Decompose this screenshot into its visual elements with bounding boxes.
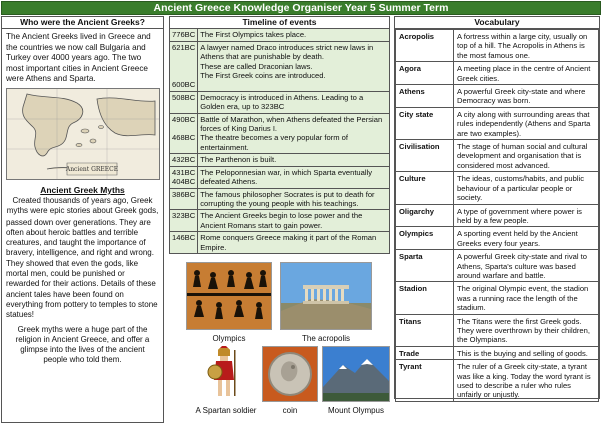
- vocabulary-definition: A type of government where power is held by a few people.: [454, 204, 599, 227]
- olympus-caption: Mount Olympus: [327, 406, 385, 415]
- timeline-year: 386BC: [170, 188, 198, 210]
- timeline-year: 431BC 404BC: [170, 166, 198, 188]
- acropolis-caption: The acropolis: [301, 334, 351, 343]
- vocabulary-row: [396, 85, 599, 108]
- timeline-year: 508BC: [170, 91, 198, 113]
- vocabulary-definition: A sporting event held by the Ancient Greeks every four years.: [454, 227, 599, 250]
- myths-heading: Ancient Greek Myths: [40, 184, 125, 195]
- timeline-event: The Ancient Greeks begin to lose power and the Ancient Romans start to gain power.: [198, 210, 390, 232]
- timeline-event: The First Olympics takes place.: [198, 29, 390, 41]
- vocabulary-definition: The original Olympic event, the stadion was a running race the length of the stadium.: [454, 282, 599, 314]
- vocabulary-row: [396, 140, 599, 172]
- vocabulary-row: [396, 204, 599, 227]
- myths-text-2: Greek myths were a huge part of the religion in Ancient Greece, and offer a glimpse into the lives of the ancient people who told them.: [15, 324, 150, 365]
- vocabulary-row: [396, 107, 599, 139]
- map-label: Ancient GREECE: [65, 165, 119, 173]
- map-illustration: [7, 89, 159, 179]
- vocabulary-term: Tyrant: [396, 360, 454, 402]
- timeline-row: [170, 113, 390, 154]
- timeline-event: A lawyer named Draco introduces strict new laws in Athens that are punishable by death. These are called Draconian laws. The First Greek coins are introduced.: [198, 41, 390, 91]
- timeline-year: 621BC 600BC: [170, 41, 198, 91]
- timeline-year: 323BC: [170, 210, 198, 232]
- vocabulary-definition: A powerful Greek city-state and rival to Athens, Sparta's culture was based around warfare and battle.: [454, 250, 599, 282]
- greece-map: [6, 88, 160, 180]
- vocabulary-row: [396, 314, 599, 346]
- vocabulary-table: [395, 29, 599, 402]
- vocabulary-row: [396, 30, 599, 62]
- timeline-year: 432BC: [170, 154, 198, 166]
- vocabulary-row: [396, 227, 599, 250]
- vocabulary-term: Civilisation: [396, 140, 454, 172]
- spartan-caption: A Spartan soldier: [195, 406, 257, 415]
- vocabulary-definition: The ideas, customs/habits, and public behaviour of a particular people or society.: [454, 172, 599, 204]
- vocabulary-definition: A fortress within a large city, usually on top of a hill. The Acropolis in Athens is the most famous one.: [454, 30, 599, 62]
- spartan-soldier-picture: [206, 346, 242, 402]
- vocabulary-term: Acropolis: [396, 30, 454, 62]
- timeline-header-row: [170, 17, 390, 29]
- left-column: [1, 16, 164, 423]
- timeline-row: [170, 188, 390, 210]
- vocabulary-term: Agora: [396, 62, 454, 85]
- timeline-row: [170, 29, 390, 41]
- olympics-picture: [186, 262, 272, 330]
- coin-picture: [262, 346, 318, 402]
- vocabulary-row: [396, 346, 599, 359]
- timeline-event: The Parthenon is built.: [198, 154, 390, 166]
- timeline-event: Battle of Marathon, when Athens defeated the Persian forces of King Darius I. The theatre becomes a very popular form of entertainment.: [198, 113, 390, 154]
- vocabulary-section: [394, 16, 600, 399]
- vocabulary-definition: A powerful Greek city-state and where Democracy was born.: [454, 85, 599, 108]
- vocabulary-definition: The ruler of a Greek city-state, a tyrant was like a king. Today the word tyrant is used to describe a ruler who rules unfairly or unjustly.: [454, 360, 599, 402]
- timeline-row: [170, 154, 390, 166]
- vocabulary-definition: This is the buying and selling of goods.: [454, 346, 599, 359]
- vocabulary-term: Culture: [396, 172, 454, 204]
- coin-caption: coin: [282, 406, 298, 415]
- acropolis-picture: [280, 262, 372, 330]
- timeline-event: The famous philosopher Socrates is put to death for corrupting the young people with his teachings.: [198, 188, 390, 210]
- vocabulary-row: [396, 62, 599, 85]
- vocabulary-heading: Vocabulary: [395, 17, 599, 29]
- mount-olympus-picture: [322, 346, 390, 402]
- timeline-row: [170, 41, 390, 91]
- myths-text-1b: passed down over generations. They are often about heroic battles and terrible creatures, and taught the importance of bravery, intelligence, and right and wrong. They showed that even the gods, like mortal men, could be punished or rewarded for their actions. Details of these ancient tales have been found on everything from pottery to temples to stone statues!: [6, 217, 158, 320]
- vocabulary-definition: The stage of human social and cultural development and organisation that is considered most advanced.: [454, 140, 599, 172]
- vocabulary-term: Trade: [396, 346, 454, 359]
- page-title: Ancient Greece Knowledge Organiser Year 5 Summer Term: [1, 1, 601, 15]
- timeline-year: 146BC: [170, 232, 198, 254]
- timeline-event: Rome conquers Greece making it part of the Roman Empire.: [198, 232, 390, 254]
- who-heading: Who were the Ancient Greeks?: [2, 17, 163, 29]
- timeline-event: The Peloponnesian war, in which Sparta eventually defeated Athens.: [198, 166, 390, 188]
- timeline-year: 490BC 468BC: [170, 113, 198, 154]
- myths-text-1a: Created thousands of years ago, Greek myths were epic stories about Greek gods,: [6, 195, 159, 216]
- vocabulary-term: Olympics: [396, 227, 454, 250]
- timeline-year: 776BC: [170, 29, 198, 41]
- timeline-section: [169, 16, 390, 264]
- intro-text: The Ancient Greeks lived in Greece and the countries we now call Bulgaria and Turkey over 4000 years ago. The two most important cities in Ancient Greece were Athens and Sparta.: [6, 32, 151, 84]
- vocabulary-row: [396, 250, 599, 282]
- timeline-row: [170, 232, 390, 254]
- timeline-event: Democracy is introduced in Athens. Leading to a Golden era, up to 323BC: [198, 91, 390, 113]
- vocabulary-definition: A meeting place in the centre of Ancient Greek cities.: [454, 62, 599, 85]
- vocabulary-term: City state: [396, 107, 454, 139]
- vocabulary-row: [396, 282, 599, 314]
- vocabulary-term: Sparta: [396, 250, 454, 282]
- vocabulary-row: [396, 172, 599, 204]
- timeline-row: [170, 210, 390, 232]
- vocabulary-definition: A city along with surrounding areas that rules independently (Athens and Sparta are two examples).: [454, 107, 599, 139]
- vocabulary-definition: The Titans were the first Greek gods. They were overthrown by their children, the Olympians.: [454, 314, 599, 346]
- timeline-row: [170, 166, 390, 188]
- timeline-table: [169, 16, 390, 254]
- timeline-row: [170, 91, 390, 113]
- olympics-caption: Olympics: [212, 334, 246, 343]
- vocabulary-term: Stadion: [396, 282, 454, 314]
- vocabulary-row: [396, 360, 599, 402]
- vocabulary-term: Athens: [396, 85, 454, 108]
- timeline-heading: Timeline of events: [170, 17, 390, 29]
- vocabulary-term: Oligarchy: [396, 204, 454, 227]
- vocabulary-term: Titans: [396, 314, 454, 346]
